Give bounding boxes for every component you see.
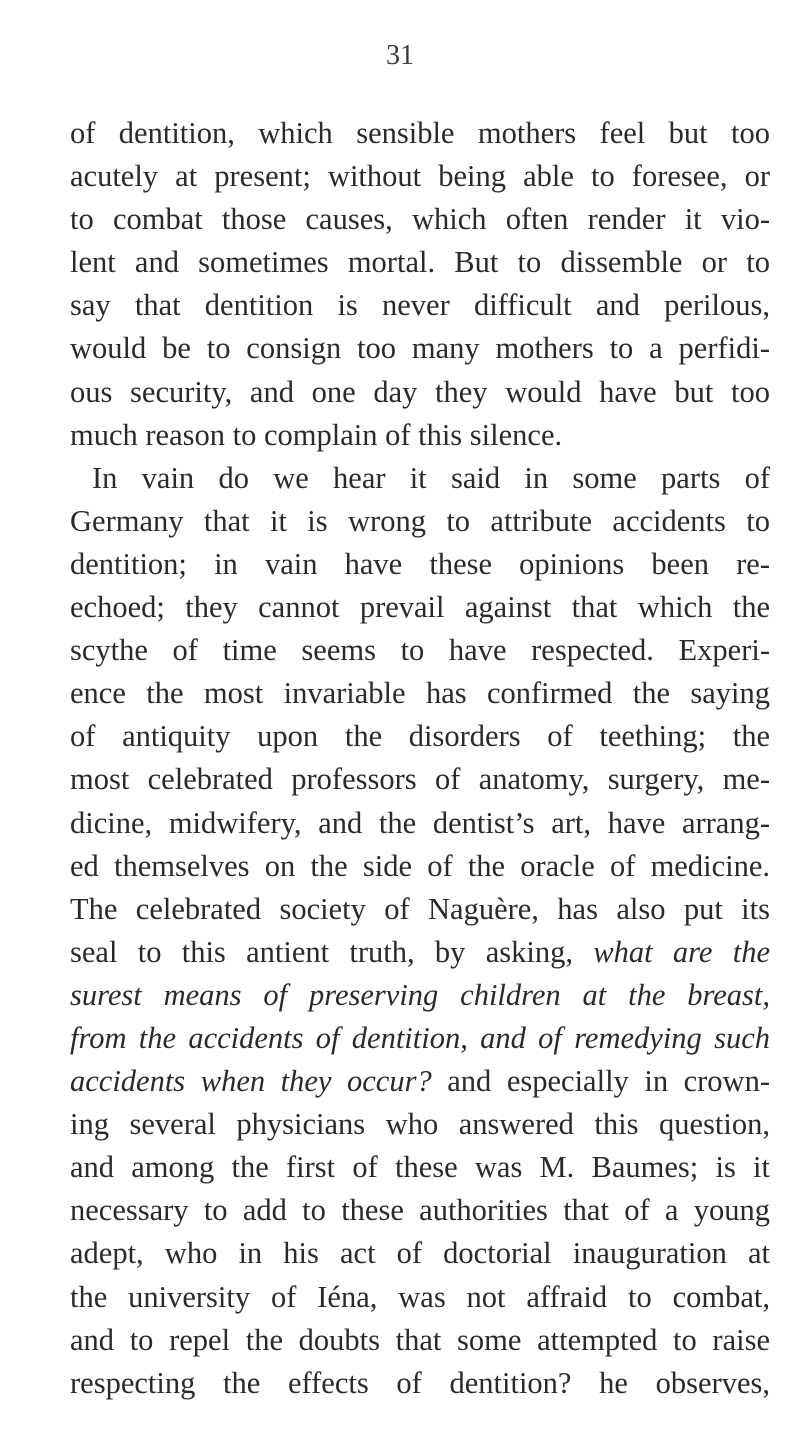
text-line: ed themselves on the side of the oracle of medicine. [70, 848, 770, 883]
text-line: ing several physicians who answered this question, [70, 1107, 770, 1142]
text-line: most celebrated professors of anatomy, surgery, me- [70, 762, 770, 797]
text-line-mixed [70, 1060, 770, 1103]
text-line: of antiquity upon the disorders of teething; the [70, 719, 770, 754]
text-line-paragraph-start: In vain do we hear it said in some parts of [92, 460, 770, 495]
text-line: lent and sometimes mortal. But to dissemble or to [70, 245, 770, 280]
text-line: would be to consign too many mothers to a perfidi- [70, 331, 770, 366]
text-line: The celebrated society of Naguère, has also put its [70, 891, 770, 926]
text-line: the university of Iéna, was not affraid to combat, [70, 1279, 770, 1314]
italic-fragment: surest means of preserving children at the breast, [70, 977, 770, 1012]
text-line: to combat those causes, which often render it vio- [70, 202, 770, 237]
text-line: adept, who in his act of doctorial inauguration at [70, 1236, 770, 1271]
text-line: dicine, midwifery, and the dentist’s art, have arrang- [70, 805, 770, 840]
text-line: respecting the effects of dentition? he observes, [70, 1365, 770, 1400]
text-fragment: and especially in crown- [447, 1064, 770, 1099]
text-line-italic [70, 1017, 770, 1060]
text-line: scythe of time seems to have respected. Experi- [70, 633, 770, 668]
text-line: Germany that it is wrong to attribute accidents to [70, 503, 770, 538]
text-line-mixed [70, 931, 770, 974]
text-line-italic [70, 974, 770, 1017]
text-line: dentition; in vain have these opinions been re- [70, 546, 770, 581]
text-line: acutely at present; without being able to foresee, or [70, 159, 770, 194]
text-line: ous security, and one day they would have but too [70, 374, 770, 409]
page-number: 31 [386, 40, 414, 71]
text-line: and among the first of these was M. Baumes; is it [70, 1150, 770, 1185]
text-line-paragraph-end: much reason to complain of this silence. [70, 417, 563, 452]
italic-fragment: from the accidents of dentition, and of remedying such [70, 1020, 770, 1055]
italic-fragment: accidents when they occur? [70, 1064, 432, 1099]
body-text [70, 112, 770, 1405]
text-fragment: seal to this antient truth, by asking, [70, 934, 573, 969]
text-line: of dentition, which sensible mothers feel but too [70, 116, 770, 150]
text-line: say that dentition is never difficult and perilous, [70, 288, 770, 323]
text-line: echoed; they cannot prevail against that which the [70, 590, 770, 625]
text-line: ence the most invariable has confirmed the saying [70, 676, 770, 711]
italic-fragment: what are the [593, 934, 770, 969]
text-line: necessary to add to these authorities that of a young [70, 1193, 770, 1228]
text-line: and to repel the doubts that some attempted to raise [70, 1322, 770, 1357]
